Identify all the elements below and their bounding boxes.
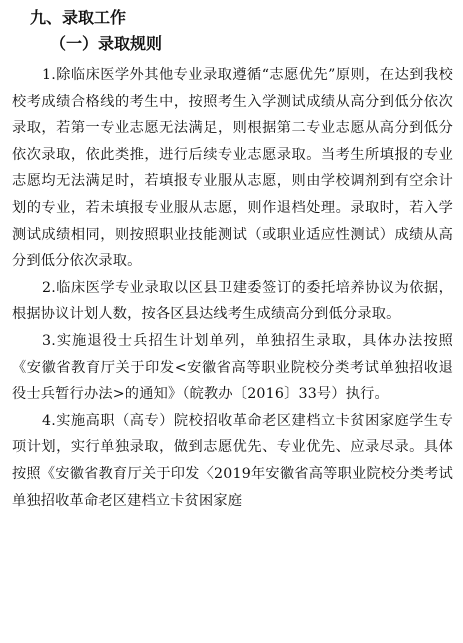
paragraph-2: 2.临床医学专业录取以区县卫建委签订的委托培养协议为依据，根据协议计划人数，按各区县达线考生成绩高分到低分录取。: [12, 279, 453, 323]
subsection-heading: （一）录取规则: [50, 34, 163, 53]
paragraph-1: 1.除临床医学外其他专业录取遵循“志愿优先”原则，在达到我校校考成绩合格线的考生中，按照考生入学测试成绩从高分到低分依次录取，若第一专业志愿无法满足，则根据第二专业志愿从高分到低分依次录取，依此类推，进行后续专业志愿录取。当考生所填报的专业志愿均无法满足时，若填报专业服从志愿，则由学校调剂到有空余计划的专业，若未填报专业服从志愿，则作退档处理。录取时，若入学测试成绩相同，则按照职业技能测试（或职业适应性测试）成绩从高分到低分依次录取。: [12, 67, 453, 270]
section-heading: 九、录取工作: [30, 8, 127, 27]
paragraph-3: 3.实施退役士兵招生计划单列，单独招生录取，具体办法按照《安徽省教育厅关于印发<安徽省高等职业院校分类考试单独招收退役士兵暂行办法>的通知》（皖教办〔2016〕33号）执行。: [12, 332, 453, 403]
paragraph-4: 4.实施高职（高专）院校招收革命老区建档立卡贫困家庭学生专项计划，实行单独录取，做到志愿优先、专业优先、应录尽录。具体按照《安徽省教育厅关于印发〈2019年安徽省高等职业院校分类考试单独招收革命老区建档立卡贫困家庭: [12, 412, 453, 509]
